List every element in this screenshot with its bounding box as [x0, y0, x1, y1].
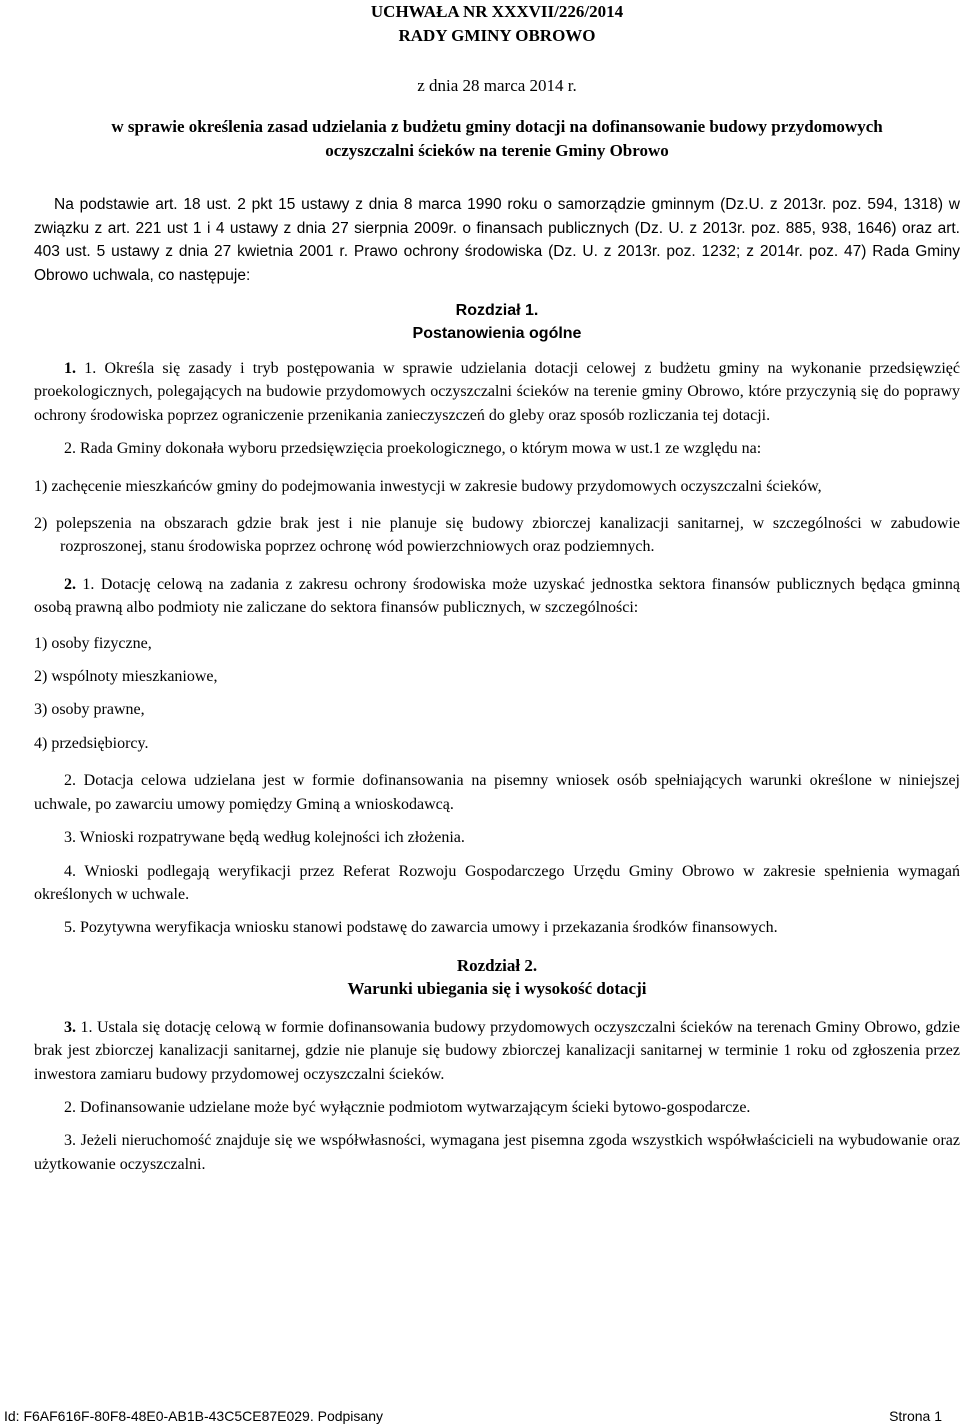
section-3-paragraph-3: 3. Jeżeli nieruchomość znajduje się we współwłasności, wymagana jest pisemna zgoda wszystkich współwłaścicieli na wybudowanie oraz użytkowanie oczyszczalni.: [34, 1132, 960, 1173]
document-content: [34, 0, 960, 1176]
list-item: 1) zachęcenie mieszkańców gminy do podejmowania inwestycji w zakresie budowy przydomowych oczyszczalni ścieków,: [34, 477, 822, 495]
section-1-paragraph-number: 1.: [84, 360, 97, 377]
section-1-paragraph-2: 2. Rada Gminy dokonała wyboru przedsięwzięcia proekologicznego, o którym mowa w ust.1 ze względu na:: [64, 440, 762, 458]
subject-line-1: w sprawie określenia zasad udzielania z budżetu gminy dotacji na dofinansowanie budowy przydomowych: [111, 117, 883, 136]
section-2-paragraph-1: [34, 573, 960, 620]
section-2-paragraph-2: 2. Dotacja celowa udzielana jest w formie dofinansowania na pisemny wniosek osób spełniających warunki określone w niniejszej uchwale, po zawarciu umowy pomiędzy Gminą a wnioskodawcą.: [34, 772, 960, 813]
chapter-2-subtitle: Warunki ubiegania się i wysokość dotacji: [347, 978, 647, 998]
document-id: Id: F6AF616F-80F8-48E0-AB1B-43C5CE87E029. Podpisany: [4, 1408, 383, 1424]
resolution-title: UCHWAŁA NR XXXVII/226/2014: [370, 2, 624, 21]
list-item: 3) osoby prawne,: [34, 701, 145, 719]
chapter-1-subtitle: Postanowienia ogólne: [412, 325, 582, 342]
section-2-paragraph-5: 5. Pozytywna weryfikacja wniosku stanowi podstawę do zawarcia umowy i przekazania środków finansowych.: [64, 919, 778, 937]
list-item: 2) wspólnoty mieszkaniowe,: [34, 668, 218, 686]
section-3-mark: 3.: [64, 1018, 76, 1036]
list-item: 1) osoby fizyczne,: [34, 634, 152, 652]
legal-basis-paragraph: Na podstawie art. 18 ust. 2 pkt 15 ustawy z dnia 8 marca 1990 roku o samorządzie gminnym (Dz.U. z 2013r. poz. 594, 1318) w związku z art. 221 ust 1 i 4 ustawy z dnia 27 sierpnia 2009r. o finansach publicznych (Dz. U. z 2013r. poz. 885, 938, 1646) oraz art. 403 ust. 5 ustawy z dnia 27 kwietnia 2001 r. Prawo ochrony środowiska (Dz. U. z 2013r. poz. 1232; z 2014r. poz. 47) Rada Gminy Obrowo uchwala, co następuje:: [34, 196, 960, 284]
chapter-2-title: Rozdział 2.: [456, 955, 538, 975]
page-number: Strona 1: [889, 1408, 942, 1424]
list-item: 2) polepszenia na obszarach gdzie brak jest i nie planuje się budowy zbiorczej kanalizacji sanitarnej, w szczególności w zabudowie rozproszonej, stanu środowiska poprzez ochronę wód powierzchniowych oraz podziemnych.: [34, 515, 960, 556]
subject-line-2: oczyszczalni ścieków na terenie Gminy Obrowo: [325, 141, 669, 160]
section-3-paragraph-number: 1.: [80, 1018, 93, 1036]
chapter-1-title: Rozdział 1.: [455, 302, 539, 319]
section-1-mark: 1.: [64, 360, 76, 377]
section-2-mark: 2.: [64, 575, 76, 593]
resolution-date: z dnia 28 marca 2014 r.: [417, 76, 577, 95]
section-1-paragraph-text: Określa się zasady i tryb postępowania w sprawie udzielania dotacji celowej z budżetu gminy na wykonanie przedsięwzięć proekologicznych, polegających na budowie przydomowych oczyszczalni ścieków na terenie gminy Obrowo, które przyczynią się do poprawy ochrony środowiska poprzez ograniczenie przenikania zanieczyszczeń do gleby oraz sposób rozliczania tej dotacji.: [34, 360, 960, 424]
section-1-paragraph-1: [34, 357, 960, 427]
section-2-paragraph-number: 1.: [82, 575, 95, 593]
section-2-paragraph-3: 3. Wnioski rozpatrywane będą według kolejności ich złożenia.: [64, 829, 465, 847]
section-2-paragraph-4: 4. Wnioski podlegają weryfikacji przez Referat Rozwoju Gospodarczego Urzędu Gminy Obrowo w zakresie spełnienia wymagań określonych w uchwale.: [34, 862, 960, 903]
council-name: RADY GMINY OBROWO: [398, 26, 596, 45]
section-3-paragraph-1: [34, 1016, 960, 1086]
section-3-paragraph-2: 2. Dofinansowanie udzielane może być wyłącznie podmiotom wytwarzającym ścieki bytowo-gospodarcze.: [64, 1098, 751, 1116]
page-footer: [4, 1408, 942, 1424]
section-2-paragraph-text: Dotację celową na zadania z zakresu ochrony środowiska może uzyskać jednostka sektora finansów publicznych będąca gminną osobą prawną albo podmioty nie zaliczane do sektora finansów publicznych, w szczególności:: [34, 575, 960, 617]
section-3-paragraph-text: Ustala się dotację celową w formie dofinansowania budowy przydomowych oczyszczalni ścieków na terenach Gminy Obrowo, gdzie brak jest zbiorczej kanalizacji sanitarnej, gdzie nie planuje się budowy zbiorczej kanalizacji sanitarnej w terminie 1 roku od zgłoszenia przez inwestora zamiaru budowy przydomowej oczyszczalni ścieków.: [34, 1018, 960, 1083]
list-item: 4) przedsiębiorcy.: [34, 734, 149, 752]
